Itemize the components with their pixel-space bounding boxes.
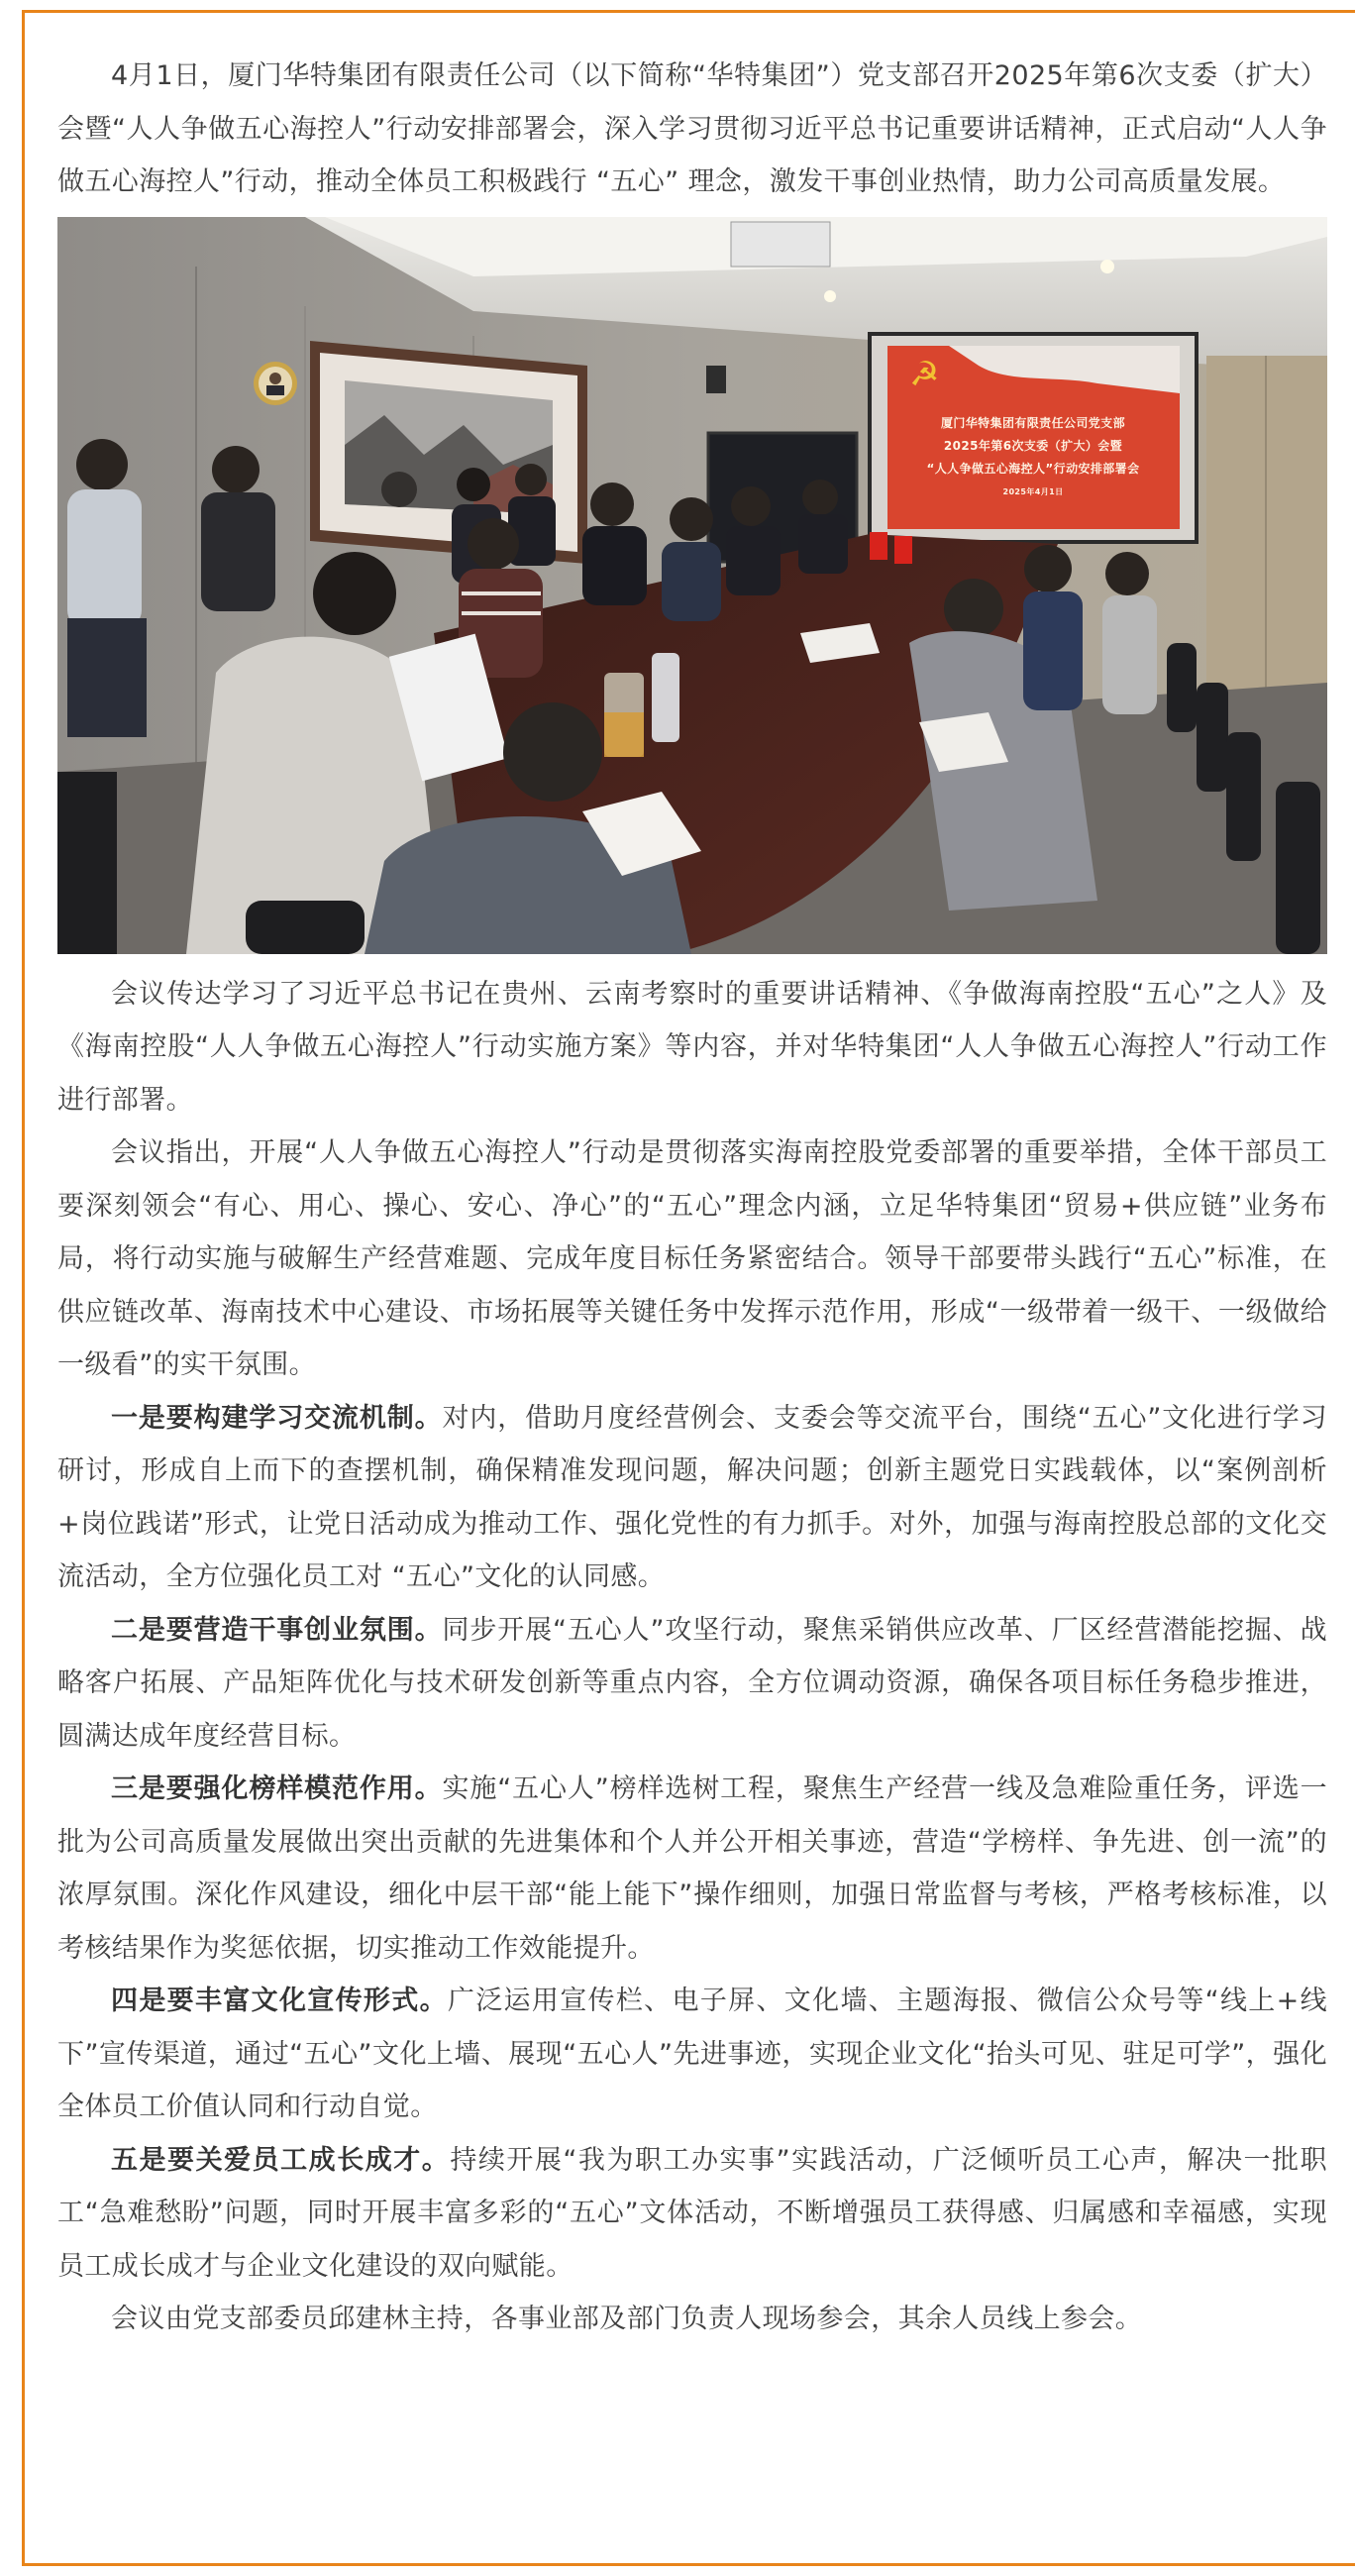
- screen-date: 2025年4月1日: [1002, 486, 1064, 496]
- paragraph-text: 会议由党支部委员邱建林主持，各事业部及部门负责人现场参会，其余人员线上参会。: [111, 2304, 1143, 2334]
- paragraph-text: 对内，借助月度经营例会、支委会等交流平台，围绕“五心”文化进行学习研讨，形成自上而下的查摆机制，确保精准发现问题，解决问题；创新主题党日实践载体，以“案例剖析+岗位践诺”形式，让党日活动成为推动工作、强化党性的有力抓手。对外，加强与海南控股总部的文化交流活动，全方位强化员工对 “五心”文化的认同感。: [57, 1402, 1327, 1592]
- meeting-photo: [57, 217, 1327, 954]
- paragraph-point-3: [57, 1763, 1327, 1975]
- paragraph-lead: 三是要强化榜样模范作用。: [111, 1773, 443, 1804]
- hammer-sickle-icon: ☭: [909, 354, 940, 394]
- paragraph-closing: [57, 2293, 1327, 2346]
- paragraph-text: 实施“五心人”榜样选树工程，聚焦生产经营一线及急难险重任务，评选一批为公司高质量发展做出突出贡献的先进集体和个人并公开相关事迹，营造“学榜样、争先进、创一流”的浓厚氛围。深化作风建设，细化中层干部“能上能下”操作细则，加强日常监督与考核，严格考核标准，以考核结果作为奖惩依据，切实推动工作效能提升。: [57, 1773, 1327, 1964]
- meeting-room-image: [57, 217, 1327, 954]
- screen-line-1: 厦门华特集团有限责任公司党支部: [940, 415, 1126, 430]
- screen-line-3: “人人争做五心海控人”行动安排部署会: [926, 461, 1140, 476]
- projector-icon: [731, 222, 830, 267]
- paragraph-lead: 二是要营造干事创业氛围。: [111, 1614, 443, 1646]
- paragraph-text: 4月1日，厦门华特集团有限责任公司（以下简称“华特集团”）党支部召开2025年第6次支委（扩大）会暨“人人争做五心海控人”行动安排部署会，深入学习贯彻习近平总书记重要讲话精神，正式启动“人人争做五心海控人”行动，推动全体员工积极践行 “五心” 理念，激发干事创业热情，助力公司高质量发展。: [57, 60, 1327, 197]
- paragraph-text: 同步开展“五心人”攻坚行动，聚焦采销供应改革、厂区经营潜能挖掘、战略客户拓展、产品矩阵优化与技术研发创新等重点内容，全方位调动资源，确保各项目标任务稳步推进，圆满达成年度经营目标。: [57, 1614, 1327, 1752]
- paragraph-lead: 五是要关爱员工成长成才。: [111, 2144, 451, 2176]
- paragraph-point-2: [57, 1604, 1327, 1764]
- paragraph-lead: 四是要丰富文化宣传形式。: [111, 1986, 448, 2016]
- paragraph-lead: 一是要构建学习交流机制。: [111, 1402, 443, 1434]
- paragraph-text: 会议指出，开展“人人争做五心海控人”行动是贯彻落实海南控股党委部署的重要举措，全体干部员工要深刻领会“有心、用心、操心、安心、净心”的“五心”理念内涵，立足华特集团“贸易+供应链”业务布局，将行动实施与破解生产经营难题、完成年度目标任务紧密结合。领导干部要带头践行“五心”标准，在供应链改革、海南技术中心建设、市场拓展等关键任务中发挥示范作用，形成“一级带着一级干、一级做给一级看”的实干氛围。: [57, 1137, 1327, 1380]
- paragraph-point-5: [57, 2134, 1327, 2294]
- paragraph-text: 会议传达学习了习近平总书记在贵州、云南考察时的重要讲话精神、《争做海南控股“五心”之人》及《海南控股“人人争做五心海控人”行动实施方案》等内容，并对华特集团“人人争做五心海控人”行动工作进行部署。: [57, 978, 1327, 1116]
- paragraph-intro: [57, 50, 1327, 209]
- article-body: [57, 50, 1327, 2346]
- paragraph-text: 广泛运用宣传栏、电子屏、文化墙、主题海报、微信公众号等“线上+线下”宣传渠道，通过“五心”文化上墙、展现“五心人”先进事迹，实现企业文化“抬头可见、驻足可学”，强化全体员工价值认同和行动自觉。: [57, 1986, 1327, 2122]
- paragraph-point-1: [57, 1392, 1327, 1604]
- paragraph-text: 持续开展“我为职工办实事”实践活动，广泛倾听员工心声，解决一批职工“急难愁盼”问题，同时开展丰富多彩的“五心”文体活动，不断增强员工获得感、归属感和幸福感，实现员工成长成才与企业文化建设的双向赋能。: [57, 2144, 1327, 2282]
- paragraph-study: [57, 968, 1327, 1127]
- paragraph-point-4: [57, 1975, 1327, 2134]
- paragraph-meeting-points: [57, 1127, 1327, 1392]
- screen-line-2: 2025年第6次支委（扩大）会暨: [943, 438, 1123, 453]
